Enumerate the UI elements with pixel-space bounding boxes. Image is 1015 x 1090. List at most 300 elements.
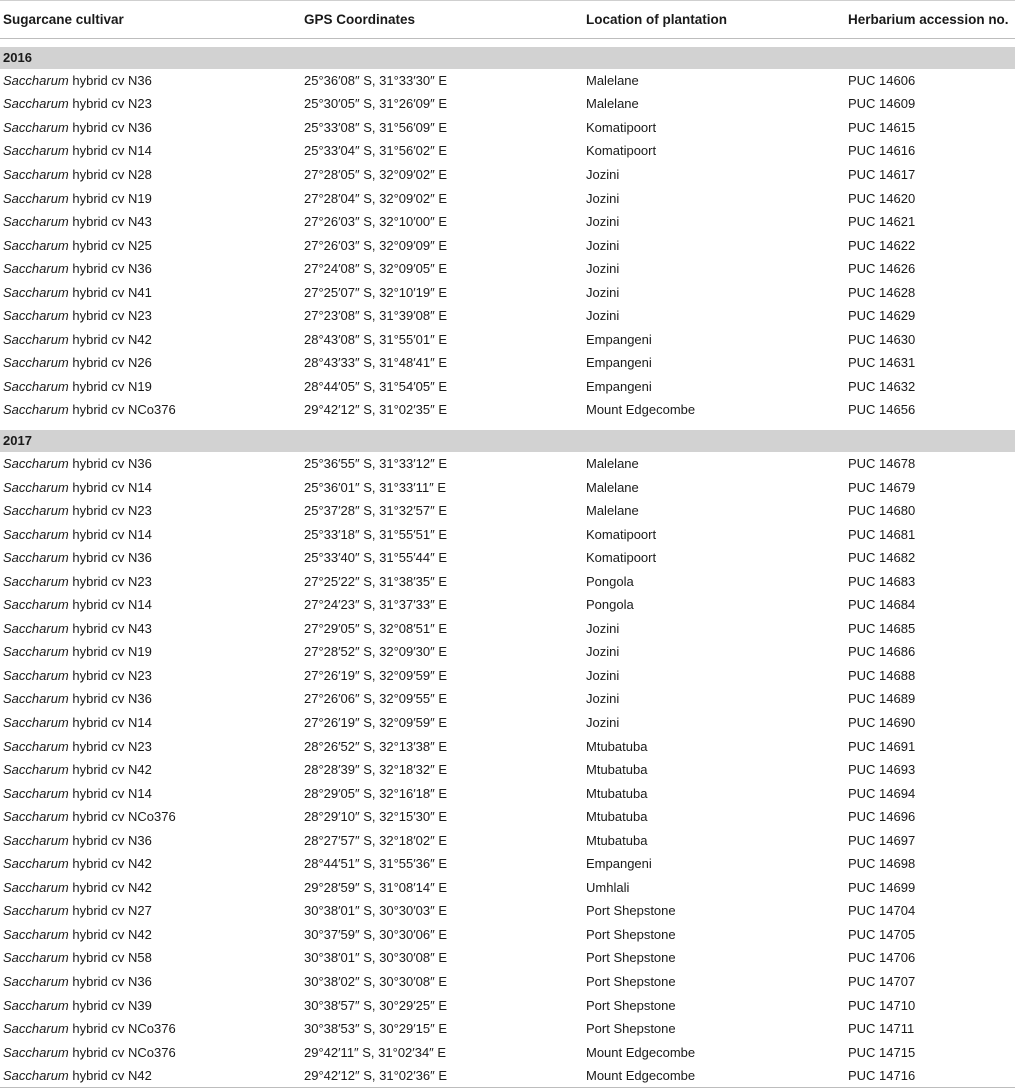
genus-name: Saccharum — [3, 1021, 69, 1037]
accession-cell: PUC 14694 — [848, 785, 916, 801]
cultivar-name: hybrid cv N14 — [68, 526, 152, 542]
cultivar-cell — [0, 186, 301, 210]
genus-name: Saccharum — [3, 1044, 69, 1060]
gps-cell: 27°26′03″ S, 32°09′09″ E — [304, 237, 448, 253]
gps-cell: 25°36′55″ S, 31°33′12″ E — [304, 455, 448, 471]
genus-name: Saccharum — [3, 667, 69, 683]
location-cell: Mtubatuba — [586, 762, 648, 778]
cultivar-name: hybrid cv N36 — [68, 261, 152, 277]
cultivar-cell — [0, 280, 301, 304]
table-row — [0, 210, 1015, 234]
cultivar-name: hybrid cv NCo376 — [68, 402, 176, 418]
year-group-row — [0, 430, 1015, 452]
accession-cell: PUC 14682 — [848, 550, 916, 566]
cultivar-name: hybrid cv N19 — [68, 378, 152, 394]
location-cell: Komatipoort — [586, 119, 657, 135]
location-cell: Port Shepstone — [586, 1021, 676, 1037]
year-label: 2017 — [0, 430, 1015, 452]
cultivar-cell — [0, 805, 301, 829]
cultivar-cell — [0, 116, 301, 140]
table-row — [0, 139, 1015, 163]
genus-name: Saccharum — [3, 550, 69, 566]
gps-cell: 30°37′59″ S, 30°30′06″ E — [304, 926, 448, 942]
table-row — [0, 375, 1015, 399]
gps-cell: 28°29′10″ S, 32°15′30″ E — [304, 809, 448, 825]
table-row — [0, 92, 1015, 116]
accession-cell: PUC 14681 — [848, 526, 916, 542]
cultivar-name: hybrid cv N36 — [68, 550, 152, 566]
cultivar-cell — [0, 163, 301, 187]
header-cultivar: Sugarcane cultivar — [3, 12, 124, 27]
location-cell: Jozini — [586, 190, 620, 206]
table-row — [0, 280, 1015, 304]
genus-name: Saccharum — [3, 119, 69, 135]
accession-cell: PUC 14629 — [848, 308, 916, 324]
cultivar-name: hybrid cv N58 — [68, 950, 152, 966]
accession-cell: PUC 14699 — [848, 879, 916, 895]
gps-cell: 27°24′08″ S, 32°09′05″ E — [304, 261, 448, 277]
gps-cell: 29°42′12″ S, 31°02′36″ E — [301, 1064, 583, 1088]
location-cell: Komatipoort — [586, 143, 657, 159]
cultivar-cell — [0, 923, 301, 947]
table-row — [0, 1040, 1015, 1064]
accession-cell: PUC 14698 — [848, 856, 916, 872]
cultivar-cell — [0, 210, 301, 234]
table-row — [0, 734, 1015, 758]
cultivar-name: hybrid cv N42 — [68, 1067, 152, 1083]
accession-cell: PUC 14631 — [848, 355, 916, 371]
cultivar-name: hybrid cv N43 — [68, 214, 152, 230]
cultivar-cell — [0, 687, 301, 711]
cultivar-cell — [0, 499, 301, 523]
accession-cell: PUC 14656 — [848, 402, 916, 418]
gps-cell: 27°28′52″ S, 32°09′30″ E — [304, 644, 448, 660]
genus-name: Saccharum — [3, 714, 69, 730]
gps-cell: 25°37′28″ S, 31°32′57″ E — [304, 503, 448, 519]
location-cell: Pongola — [586, 597, 634, 613]
genus-name: Saccharum — [3, 620, 69, 636]
table-row — [0, 970, 1015, 994]
table-row — [0, 687, 1015, 711]
location-cell: Jozini — [586, 261, 620, 277]
cultivar-cell — [0, 257, 301, 281]
table-row — [0, 1064, 1015, 1088]
location-cell: Jozini — [586, 237, 620, 253]
cultivar-name: hybrid cv N14 — [68, 143, 152, 159]
accession-cell: PUC 14684 — [848, 597, 916, 613]
location-cell: Jozini — [586, 644, 620, 660]
table-body — [0, 39, 1015, 1088]
genus-name: Saccharum — [3, 402, 69, 418]
cultivar-name: hybrid cv N14 — [68, 785, 152, 801]
cultivar-cell — [0, 1040, 301, 1064]
genus-name: Saccharum — [3, 997, 69, 1013]
location-cell: Jozini — [586, 667, 620, 683]
genus-name: Saccharum — [3, 143, 69, 159]
location-cell: Malelane — [586, 96, 639, 112]
location-cell: Mtubatuba — [586, 809, 648, 825]
genus-name: Saccharum — [3, 644, 69, 660]
cultivar-name: hybrid cv N36 — [68, 832, 152, 848]
genus-name: Saccharum — [3, 809, 69, 825]
table-row — [0, 116, 1015, 140]
genus-name: Saccharum — [3, 903, 69, 919]
location-cell: Jozini — [586, 214, 620, 230]
accession-cell: PUC 14626 — [848, 261, 916, 277]
accession-cell: PUC 14689 — [848, 691, 916, 707]
gps-cell: 29°42′12″ S, 31°02′35″ E — [304, 402, 448, 418]
cultivar-name: hybrid cv N42 — [68, 856, 152, 872]
location-cell: Mount Edgecombe — [586, 1044, 696, 1060]
table-row — [0, 475, 1015, 499]
accession-cell: PUC 14706 — [848, 950, 916, 966]
genus-name: Saccharum — [3, 284, 69, 300]
gps-cell: 30°38′57″ S, 30°29′25″ E — [304, 997, 448, 1013]
gps-cell: 30°38′01″ S, 30°30′08″ E — [304, 950, 448, 966]
cultivar-name: hybrid cv N36 — [68, 119, 152, 135]
accession-cell: PUC 14683 — [848, 573, 916, 589]
location-cell: Mtubatuba — [586, 832, 648, 848]
accession-cell: PUC 14716 — [845, 1064, 1015, 1088]
gps-cell: 25°36′01″ S, 31°33′11″ E — [304, 479, 447, 495]
location-cell: Komatipoort — [586, 526, 657, 542]
cultivar-cell — [0, 69, 301, 93]
gps-cell: 25°36′08″ S, 31°33′30″ E — [304, 72, 448, 88]
table-row — [0, 593, 1015, 617]
accession-cell: PUC 14632 — [848, 378, 916, 394]
gps-cell: 25°33′18″ S, 31°55′51″ E — [304, 526, 448, 542]
cultivar-cell — [0, 758, 301, 782]
cultivar-name: hybrid cv N28 — [68, 166, 152, 182]
genus-name: Saccharum — [3, 691, 69, 707]
gps-cell: 28°44′51″ S, 31°55′36″ E — [304, 856, 448, 872]
location-cell: Port Shepstone — [586, 926, 676, 942]
genus-name: Saccharum — [3, 573, 69, 589]
location-cell: Malelane — [586, 455, 639, 471]
group-spacer — [0, 422, 1015, 430]
accession-cell: PUC 14609 — [848, 96, 916, 112]
cultivar-cell — [0, 452, 301, 476]
genus-name: Saccharum — [3, 1067, 69, 1083]
location-cell: Jozini — [586, 166, 620, 182]
cultivar-name: hybrid cv N42 — [68, 926, 152, 942]
gps-cell: 25°30′05″ S, 31°26′09″ E — [304, 96, 448, 112]
accession-cell: PUC 14688 — [848, 667, 916, 683]
group-spacer — [0, 39, 1015, 47]
accession-cell: PUC 14628 — [848, 284, 916, 300]
location-cell: Jozini — [586, 691, 620, 707]
accession-cell: PUC 14707 — [848, 974, 916, 989]
genus-name: Saccharum — [3, 237, 69, 253]
cultivar-name: hybrid cv NCo376 — [68, 809, 176, 825]
cultivar-cell — [0, 993, 301, 1017]
cultivar-name: hybrid cv N23 — [68, 738, 152, 754]
genus-name: Saccharum — [3, 526, 69, 542]
table-row — [0, 257, 1015, 281]
location-cell: Empangeni — [586, 856, 652, 872]
accession-cell: PUC 14696 — [848, 809, 916, 825]
genus-name: Saccharum — [3, 762, 69, 778]
cultivar-cell — [0, 569, 301, 593]
cultivar-cell — [0, 351, 301, 375]
cultivar-name: hybrid cv N36 — [68, 974, 152, 989]
gps-cell: 27°26′19″ S, 32°09′59″ E — [304, 667, 448, 683]
accession-cell: PUC 14606 — [848, 72, 916, 88]
accession-cell: PUC 14685 — [848, 620, 916, 636]
table-row — [0, 758, 1015, 782]
cultivar-cell — [0, 876, 301, 900]
accession-cell: PUC 14622 — [848, 237, 916, 253]
table-row — [0, 781, 1015, 805]
accession-cell: PUC 14678 — [848, 455, 916, 471]
table-row — [0, 522, 1015, 546]
gps-cell: 25°33′40″ S, 31°55′44″ E — [304, 550, 448, 566]
gps-cell: 28°43′33″ S, 31°48′41″ E — [304, 355, 448, 371]
gps-cell: 27°25′07″ S, 32°10′19″ E — [304, 284, 448, 300]
location-cell: Umhlali — [586, 879, 630, 895]
location-cell: Empangeni — [586, 378, 652, 394]
gps-cell: 25°33′08″ S, 31°56′09″ E — [304, 119, 448, 135]
gps-cell: 27°23′08″ S, 31°39′08″ E — [304, 308, 448, 324]
table-row — [0, 328, 1015, 352]
table-row — [0, 569, 1015, 593]
table-row — [0, 351, 1015, 375]
cultivar-cell — [0, 522, 301, 546]
cultivar-cell — [0, 1017, 301, 1041]
gps-cell: 29°28′59″ S, 31°08′14″ E — [304, 879, 448, 895]
cultivar-name: hybrid cv N42 — [68, 331, 152, 347]
location-cell: Port Shepstone — [586, 903, 676, 919]
cultivar-name: hybrid cv N19 — [68, 190, 152, 206]
location-cell: Port Shepstone — [586, 997, 676, 1013]
genus-name: Saccharum — [3, 308, 69, 324]
cultivar-cell — [0, 398, 301, 422]
accession-cell: PUC 14679 — [848, 479, 916, 495]
genus-name: Saccharum — [3, 785, 69, 801]
table-row — [0, 186, 1015, 210]
location-cell: Malelane — [586, 72, 639, 88]
location-cell: Mount Edgecombe — [586, 402, 696, 418]
gps-cell: 27°26′06″ S, 32°09′55″ E — [304, 691, 448, 707]
cultivar-cell — [0, 304, 301, 328]
genus-name: Saccharum — [3, 214, 69, 230]
cultivar-name: hybrid cv N23 — [68, 96, 152, 112]
cultivar-name: hybrid cv N19 — [68, 644, 152, 660]
location-cell: Malelane — [586, 503, 639, 519]
genus-name: Saccharum — [3, 503, 69, 519]
table-row — [0, 452, 1015, 476]
genus-name: Saccharum — [3, 331, 69, 347]
genus-name: Saccharum — [3, 455, 69, 471]
location-cell: Mtubatuba — [586, 785, 648, 801]
table-header-row — [0, 1, 1015, 39]
gps-cell: 29°42′11″ S, 31°02′34″ E — [304, 1044, 447, 1060]
genus-name: Saccharum — [3, 832, 69, 848]
cultivar-cell — [0, 328, 301, 352]
table-row — [0, 664, 1015, 688]
table-row — [0, 69, 1015, 93]
location-cell: Empangeni — [586, 331, 652, 347]
genus-name: Saccharum — [3, 738, 69, 754]
accession-cell: PUC 14620 — [848, 190, 916, 206]
table-row — [0, 828, 1015, 852]
genus-name: Saccharum — [3, 479, 69, 495]
location-cell: Jozini — [586, 620, 620, 636]
gps-cell: 30°38′02″ S, 30°30′08″ E — [304, 974, 448, 989]
cultivar-cell — [0, 781, 301, 805]
genus-name: Saccharum — [3, 926, 69, 942]
table-row — [0, 499, 1015, 523]
cultivar-name: hybrid cv N14 — [68, 714, 152, 730]
table-row — [0, 233, 1015, 257]
accession-cell: PUC 14691 — [848, 738, 916, 754]
gps-cell: 28°29′05″ S, 32°16′18″ E — [304, 785, 448, 801]
cultivar-cell — [0, 1064, 301, 1088]
accession-cell: PUC 14705 — [848, 926, 916, 942]
gps-cell: 25°33′04″ S, 31°56′02″ E — [304, 143, 448, 159]
genus-name: Saccharum — [3, 378, 69, 394]
cultivar-cell — [0, 734, 301, 758]
accession-cell: PUC 14715 — [848, 1044, 916, 1060]
location-cell: Jozini — [586, 714, 620, 730]
cultivar-cell — [0, 546, 301, 570]
location-cell: Port Shepstone — [586, 974, 676, 989]
accession-cell: PUC 14693 — [848, 762, 916, 778]
cultivar-name: hybrid cv N23 — [68, 667, 152, 683]
cultivar-cell — [0, 139, 301, 163]
cultivar-cell — [0, 475, 301, 499]
gps-cell: 28°28′39″ S, 32°18′32″ E — [304, 762, 448, 778]
cultivar-name: hybrid cv N42 — [68, 879, 152, 895]
gps-cell: 28°26′52″ S, 32°13′38″ E — [304, 738, 448, 754]
cultivar-name: hybrid cv N41 — [68, 284, 152, 300]
gps-cell: 30°38′01″ S, 30°30′03″ E — [304, 903, 448, 919]
cultivar-cell — [0, 899, 301, 923]
genus-name: Saccharum — [3, 190, 69, 206]
cultivar-name: hybrid cv N36 — [68, 691, 152, 707]
accession-cell: PUC 14690 — [848, 714, 916, 730]
cultivar-cell — [0, 711, 301, 735]
table-row — [0, 304, 1015, 328]
gps-cell: 28°43′08″ S, 31°55′01″ E — [304, 331, 448, 347]
location-cell: Mount Edgecombe — [583, 1064, 845, 1088]
location-cell: Mtubatuba — [586, 738, 648, 754]
location-cell: Komatipoort — [586, 550, 657, 566]
table-row — [0, 923, 1015, 947]
cultivar-cell — [0, 92, 301, 116]
cultivar-name: hybrid cv N23 — [68, 308, 152, 324]
table-row — [0, 398, 1015, 422]
cultivar-cell — [0, 233, 301, 257]
accession-cell: PUC 14697 — [848, 832, 916, 848]
cultivar-name: hybrid cv N39 — [68, 997, 152, 1013]
accession-cell: PUC 14711 — [848, 1021, 915, 1037]
table-row — [0, 617, 1015, 641]
table-row — [0, 899, 1015, 923]
cultivar-name: hybrid cv N27 — [68, 903, 152, 919]
cultivar-name: hybrid cv NCo376 — [68, 1044, 176, 1060]
accession-cell: PUC 14615 — [848, 119, 916, 135]
location-cell: Jozini — [586, 284, 620, 300]
accession-cell: PUC 14704 — [848, 903, 916, 919]
table-row — [0, 163, 1015, 187]
cultivar-name: hybrid cv N14 — [68, 479, 152, 495]
year-label: 2016 — [0, 47, 1015, 69]
cultivar-cell — [0, 664, 301, 688]
cultivar-cell — [0, 375, 301, 399]
gps-cell: 27°24′23″ S, 31°37′33″ E — [304, 597, 448, 613]
genus-name: Saccharum — [3, 96, 69, 112]
cultivar-name: hybrid cv N14 — [68, 597, 152, 613]
header-location: Location of plantation — [586, 12, 727, 27]
cultivar-cell — [0, 593, 301, 617]
cultivar-cell — [0, 640, 301, 664]
table-row — [0, 711, 1015, 735]
header-gps: GPS Coordinates — [304, 12, 416, 27]
accession-cell: PUC 14680 — [848, 503, 916, 519]
gps-cell: 27°29′05″ S, 32°08′51″ E — [304, 620, 448, 636]
genus-name: Saccharum — [3, 597, 69, 613]
cultivar-name: hybrid cv N25 — [68, 237, 152, 253]
gps-cell: 27°26′03″ S, 32°10′00″ E — [304, 214, 448, 230]
genus-name: Saccharum — [3, 166, 69, 182]
location-cell: Pongola — [586, 573, 634, 589]
cultivar-name: hybrid cv N36 — [68, 72, 152, 88]
cultivar-cell — [0, 617, 301, 641]
table-row — [0, 805, 1015, 829]
cultivar-cell — [0, 946, 301, 970]
gps-cell: 28°27′57″ S, 32°18′02″ E — [304, 832, 448, 848]
gps-cell: 27°25′22″ S, 31°38′35″ E — [304, 573, 448, 589]
gps-cell: 27°26′19″ S, 32°09′59″ E — [304, 714, 448, 730]
cultivar-name: hybrid cv N23 — [68, 573, 152, 589]
accession-cell: PUC 14710 — [848, 997, 916, 1013]
table-row — [0, 640, 1015, 664]
table-row — [0, 993, 1015, 1017]
accession-cell: PUC 14630 — [848, 331, 916, 347]
genus-name: Saccharum — [3, 261, 69, 277]
cultivar-name: hybrid cv N23 — [68, 503, 152, 519]
gps-cell: 28°44′05″ S, 31°54′05″ E — [304, 378, 448, 394]
location-cell: Port Shepstone — [586, 950, 676, 966]
gps-cell: 30°38′53″ S, 30°29′15″ E — [304, 1021, 448, 1037]
genus-name: Saccharum — [3, 974, 69, 989]
table-row — [0, 546, 1015, 570]
table-row — [0, 876, 1015, 900]
cultivar-name: hybrid cv NCo376 — [68, 1021, 176, 1037]
table-row — [0, 1017, 1015, 1041]
cultivar-cell — [0, 970, 301, 994]
location-cell: Jozini — [586, 308, 620, 324]
header-accession: Herbarium accession no. — [848, 12, 1009, 27]
table-row — [0, 852, 1015, 876]
accession-cell: PUC 14616 — [848, 143, 916, 159]
genus-name: Saccharum — [3, 856, 69, 872]
table-row — [0, 946, 1015, 970]
location-cell: Malelane — [586, 479, 639, 495]
cultivar-name: hybrid cv N43 — [68, 620, 152, 636]
genus-name: Saccharum — [3, 950, 69, 966]
cultivar-cell — [0, 852, 301, 876]
location-cell: Empangeni — [586, 355, 652, 371]
cultivar-name: hybrid cv N42 — [68, 762, 152, 778]
accession-cell: PUC 14621 — [848, 214, 916, 230]
accession-cell: PUC 14617 — [848, 166, 916, 182]
genus-name: Saccharum — [3, 72, 69, 88]
genus-name: Saccharum — [3, 879, 69, 895]
gps-cell: 27°28′04″ S, 32°09′02″ E — [304, 190, 448, 206]
accession-cell: PUC 14686 — [848, 644, 916, 660]
